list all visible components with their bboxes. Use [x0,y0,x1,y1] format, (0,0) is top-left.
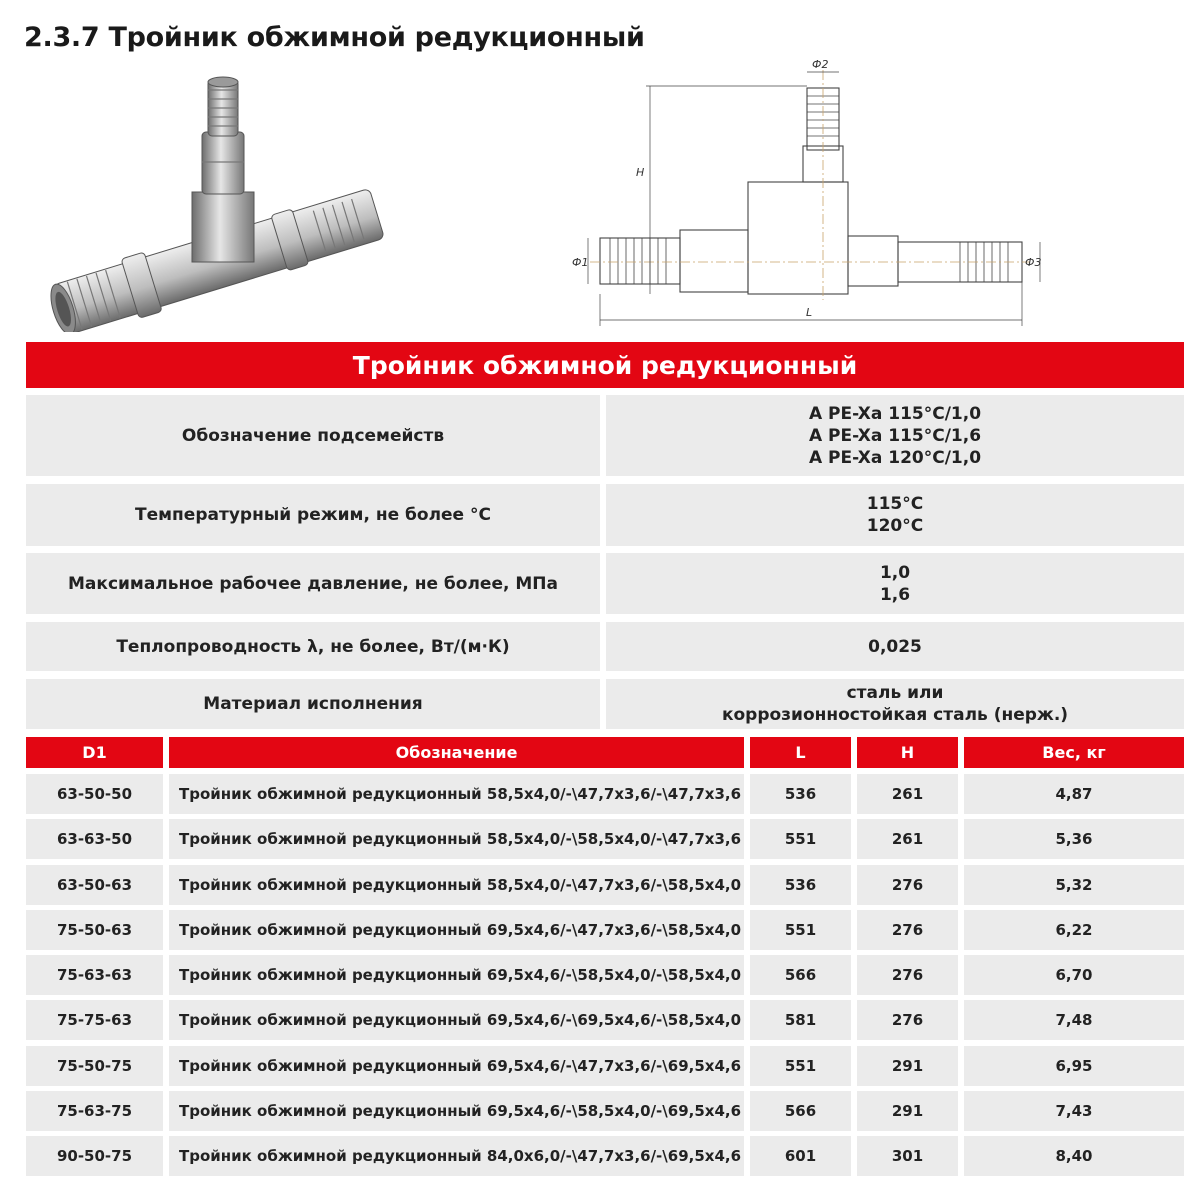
header-designation: Обозначение [169,737,744,768]
spec-label: Теплопроводность λ, не более, Вт/(м·К) [26,622,600,671]
drawing-dimensions [588,72,1040,326]
spec-row-conductivity [26,622,1184,671]
product-table-body [26,774,1184,1182]
table-row [26,865,1184,905]
tee-product-image [34,72,394,332]
cell-designation: Тройник обжимной редукционный 69,5х4,6/-\58,5х4,0/-\69,5х4,6 [169,1091,744,1131]
cell-weight: 8,40 [964,1136,1184,1176]
spec-value-line: 120°С [866,516,924,536]
dim-d1-label: Ф1 [572,256,589,269]
cell-d1: 75-63-75 [26,1091,163,1131]
cell-weight: 7,43 [964,1091,1184,1131]
cell-h: 276 [857,1000,958,1040]
cell-h: 291 [857,1046,958,1086]
spec-label: Максимальное рабочее давление, не более, МПа [26,553,600,614]
dim-d2-label: Ф2 [812,58,829,71]
tee-branch-pipe [192,77,254,262]
header-d1: D1 [26,737,163,768]
cell-weight: 5,32 [964,865,1184,905]
cell-l: 551 [750,819,851,859]
spec-value [606,484,1184,546]
spec-value-line: 1,0 [879,562,911,583]
spec-value [606,679,1184,729]
cell-d1: 63-63-50 [26,819,163,859]
spec-value-line: 1,6 [879,584,911,605]
cell-weight: 6,95 [964,1046,1184,1086]
dim-l-label: L [806,306,813,319]
table-row [26,819,1184,859]
cell-h: 276 [857,955,958,995]
table-row [26,1091,1184,1131]
cell-h: 291 [857,1091,958,1131]
cell-l: 551 [750,1046,851,1086]
spec-row-temperature [26,484,1184,546]
spec-value-line: 0,025 [868,636,922,657]
cell-weight: 6,70 [964,955,1184,995]
spec-label: Обозначение подсемейств [26,395,600,476]
dim-h-label: H [636,166,645,179]
spec-value-line: А PE-Xa 115°C/1,0 [808,403,982,424]
cell-d1: 75-75-63 [26,1000,163,1040]
cell-designation: Тройник обжимной редукционный 58,5х4,0/-\47,7х3,6/-\58,5х4,0 [169,865,744,905]
cell-d1: 63-50-50 [26,774,163,814]
cell-d1: 63-50-63 [26,865,163,905]
cell-h: 261 [857,774,958,814]
cell-d1: 75-50-75 [26,1046,163,1086]
cell-l: 536 [750,774,851,814]
spec-row-pressure [26,553,1184,614]
cell-designation: Тройник обжимной редукционный 58,5х4,0/-\47,7х3,6/-\47,7х3,6 [169,774,744,814]
cell-l: 551 [750,910,851,950]
cell-h: 301 [857,1136,958,1176]
spec-value [606,622,1184,671]
header-h: H [857,737,958,768]
spec-value-line: сталь или [846,683,944,703]
cell-weight: 4,87 [964,774,1184,814]
cell-designation: Тройник обжимной редукционный 84,0х6,0/-\47,7х3,6/-\69,5х4,6 [169,1136,744,1176]
spec-value-line: А PE-Xa 120°C/1,0 [808,447,982,468]
table-row [26,910,1184,950]
cell-weight: 5,36 [964,819,1184,859]
spec-value-line: 115°С [866,494,924,514]
table-row [26,1136,1184,1176]
cell-designation: Тройник обжимной редукционный 69,5х4,6/-\47,7х3,6/-\58,5х4,0 [169,910,744,950]
cell-designation: Тройник обжимной редукционный 58,5х4,0/-\58,5х4,0/-\47,7х3,6 [169,819,744,859]
table-row [26,774,1184,814]
cell-weight: 6,22 [964,910,1184,950]
drawing-body [590,70,1030,300]
cell-l: 566 [750,1091,851,1131]
spec-value-line: А PE-Xa 115°C/1,6 [808,425,982,446]
spec-row-subfamilies [26,395,1184,476]
cell-l: 536 [750,865,851,905]
tee-technical-drawing [560,50,1050,340]
cell-designation: Тройник обжимной редукционный 69,5х4,6/-\58,5х4,0/-\58,5х4,0 [169,955,744,995]
spec-value-line: коррозионностойкая сталь (нерж.) [721,705,1069,725]
cell-l: 581 [750,1000,851,1040]
cell-d1: 75-63-63 [26,955,163,995]
table-row [26,955,1184,995]
table-row [26,1000,1184,1040]
cell-designation: Тройник обжимной редукционный 69,5х4,6/-\69,5х4,6/-\58,5х4,0 [169,1000,744,1040]
dim-d3-label: Ф3 [1025,256,1042,269]
spec-label: Материал исполнения [26,679,600,729]
header-weight: Вес, кг [964,737,1184,768]
cell-l: 601 [750,1136,851,1176]
spec-value [606,395,1184,476]
cell-d1: 75-50-63 [26,910,163,950]
table-header [26,737,1184,768]
spec-row-material [26,679,1184,729]
spec-value [606,553,1184,614]
header-l: L [750,737,851,768]
table-row [26,1046,1184,1086]
cell-h: 276 [857,865,958,905]
cell-d1: 90-50-75 [26,1136,163,1176]
spec-label: Температурный режим, не более °С [26,484,600,546]
cell-h: 261 [857,819,958,859]
cell-h: 276 [857,910,958,950]
cell-weight: 7,48 [964,1000,1184,1040]
page-title: 2.3.7 Тройник обжимной редукционный [24,22,645,53]
section-banner: Тройник обжимной редукционный [26,342,1184,388]
cell-designation: Тройник обжимной редукционный 69,5х4,6/-\47,7х3,6/-\69,5х4,6 [169,1046,744,1086]
cell-l: 566 [750,955,851,995]
